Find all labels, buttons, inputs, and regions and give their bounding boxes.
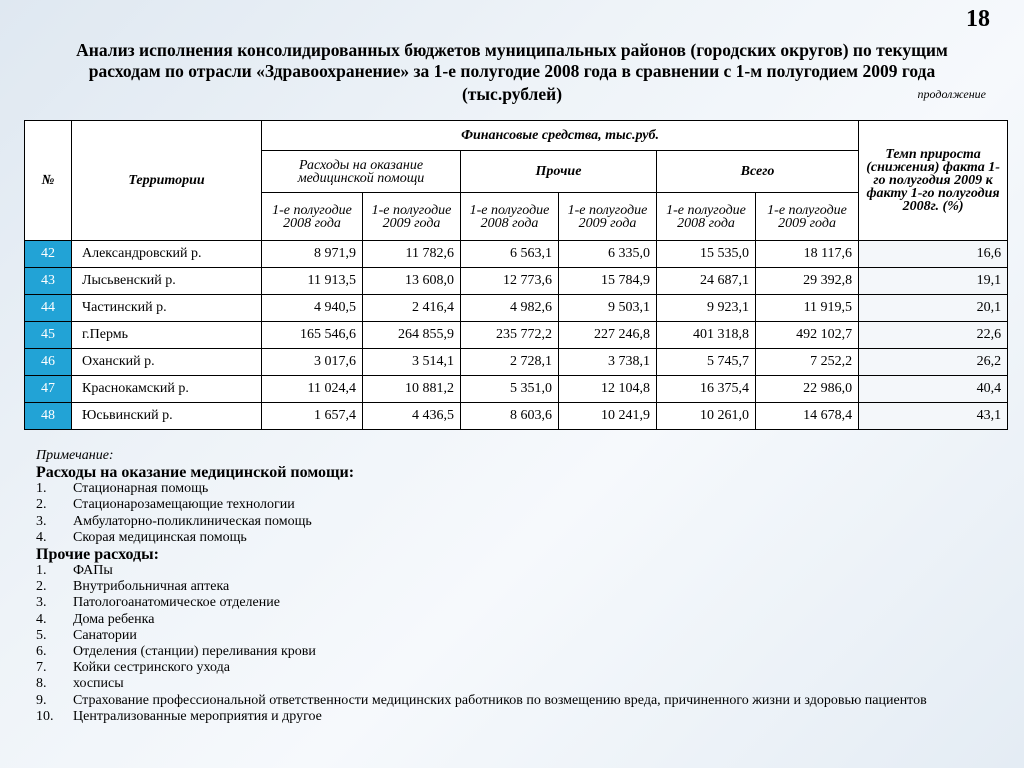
list-item	[36, 709, 996, 725]
cell-oth-2008: 235 772,2	[461, 322, 559, 349]
header-growth: Темп прироста (снижения) факта 1-го полугодия 2009 к факту 1-го полугодия 2008г. (%)	[859, 121, 1008, 241]
cell-tot-2009: 11 919,5	[756, 295, 859, 322]
header-other: Прочие	[461, 151, 657, 193]
list-item-number: 1.	[36, 563, 47, 579]
cell-med-2009: 3 514,1	[363, 349, 461, 376]
list-item-number: 2.	[36, 579, 47, 595]
page-title	[20, 40, 1004, 105]
cell-tot-2008: 5 745,7	[657, 349, 756, 376]
row-territory: Оханский р.	[72, 349, 262, 376]
page-number: 18	[966, 6, 990, 32]
table-row	[25, 376, 1008, 403]
cell-med-2008: 3 017,6	[262, 349, 363, 376]
cell-oth-2009: 6 335,0	[559, 241, 657, 268]
list-item-number: 7.	[36, 660, 47, 676]
cell-oth-2009: 9 503,1	[559, 295, 657, 322]
row-territory: Частинский р.	[72, 295, 262, 322]
cell-oth-2008: 4 982,6	[461, 295, 559, 322]
table-row	[25, 322, 1008, 349]
cell-med-2009: 4 436,5	[363, 403, 461, 430]
cell-tot-2008: 24 687,1	[657, 268, 756, 295]
row-territory: г.Пермь	[72, 322, 262, 349]
cell-oth-2009: 227 246,8	[559, 322, 657, 349]
cell-med-2009: 11 782,6	[363, 241, 461, 268]
table-row	[25, 403, 1008, 430]
header-tot-2009: 1-е полугодие 2009 года	[756, 193, 859, 241]
cell-tot-2008: 15 535,0	[657, 241, 756, 268]
table-row	[25, 241, 1008, 268]
list-item-number: 10.	[36, 708, 54, 724]
list-item-number: 2.	[36, 497, 47, 513]
row-territory: Юсьвинский р.	[72, 403, 262, 430]
row-number: 46	[25, 349, 72, 376]
row-number: 44	[25, 295, 72, 322]
list-item-number: 3.	[36, 513, 47, 529]
list-item-text: Стационарозамещающие технологии	[73, 497, 295, 513]
row-territory: Краснокамский р.	[72, 376, 262, 403]
list-item	[36, 660, 996, 676]
list-item-number: 8.	[36, 676, 47, 692]
other-expenses-heading: Прочие расходы:	[36, 546, 159, 564]
cell-oth-2009: 10 241,9	[559, 403, 657, 430]
cell-oth-2009: 15 784,9	[559, 268, 657, 295]
list-item	[36, 595, 996, 611]
budget-table	[24, 120, 1008, 430]
list-item-number: 6.	[36, 644, 47, 660]
row-number: 43	[25, 268, 72, 295]
list-item	[36, 676, 996, 692]
cell-med-2008: 11 913,5	[262, 268, 363, 295]
list-item-text: Отделения (станции) переливания крови	[73, 644, 316, 660]
continuation-label: продолжение	[917, 87, 986, 101]
title-line-1: Анализ исполнения консолидированных бюджетов муниципальных районов (городских округов) по текущим	[76, 40, 948, 60]
list-item-text: Централизованные мероприятия и другое	[73, 708, 322, 724]
cell-med-2009: 10 881,2	[363, 376, 461, 403]
cell-tot-2008: 16 375,4	[657, 376, 756, 403]
header-territory: Территории	[72, 121, 262, 241]
cell-tot-2009: 18 117,6	[756, 241, 859, 268]
list-item-number: 3.	[36, 595, 47, 611]
cell-tot-2009: 7 252,2	[756, 349, 859, 376]
cell-growth: 26,2	[859, 349, 1008, 376]
list-item-text: Стационарная помощь	[73, 481, 209, 497]
cell-oth-2008: 6 563,1	[461, 241, 559, 268]
list-item-text: Амбулаторно-поликлиническая помощь	[73, 513, 312, 529]
cell-growth: 20,1	[859, 295, 1008, 322]
cell-tot-2009: 492 102,7	[756, 322, 859, 349]
header-oth-2009: 1-е полугодие 2009 года	[559, 193, 657, 241]
cell-oth-2009: 12 104,8	[559, 376, 657, 403]
list-item	[36, 579, 996, 595]
row-territory: Лысьвенский р.	[72, 268, 262, 295]
cell-med-2008: 8 971,9	[262, 241, 363, 268]
header-med-2008: 1-е полугодие 2008 года	[262, 193, 363, 241]
medical-expenses-list	[36, 481, 996, 546]
title-line-2: расходам по отрасли «Здравоохранение» за 1-е полугодие 2008 года в сравнении с 1-м полугодием 2009 года	[88, 61, 936, 81]
cell-tot-2009: 14 678,4	[756, 403, 859, 430]
list-item-text: Койки сестринского ухода	[73, 660, 230, 676]
row-number: 47	[25, 376, 72, 403]
list-item	[36, 530, 996, 546]
cell-med-2009: 264 855,9	[363, 322, 461, 349]
cell-oth-2008: 2 728,1	[461, 349, 559, 376]
header-med-2009: 1-е полугодие 2009 года	[363, 193, 461, 241]
list-item	[36, 514, 996, 530]
list-item-number: 9.	[36, 692, 47, 708]
cell-med-2009: 13 608,0	[363, 268, 461, 295]
list-item-text: хосписы	[73, 676, 124, 692]
cell-oth-2008: 12 773,6	[461, 268, 559, 295]
list-item	[36, 693, 996, 709]
header-financial: Финансовые средства, тыс.руб.	[262, 121, 859, 151]
list-item	[36, 612, 996, 628]
table-row	[25, 349, 1008, 376]
header-num: №	[25, 121, 72, 241]
other-expenses-list	[36, 563, 996, 725]
cell-med-2008: 1 657,4	[262, 403, 363, 430]
list-item	[36, 628, 996, 644]
cell-oth-2008: 8 603,6	[461, 403, 559, 430]
cell-growth: 16,6	[859, 241, 1008, 268]
cell-growth: 43,1	[859, 403, 1008, 430]
row-territory: Александровский р.	[72, 241, 262, 268]
list-item-number: 4.	[36, 529, 47, 545]
cell-oth-2009: 3 738,1	[559, 349, 657, 376]
list-item	[36, 481, 996, 497]
cell-tot-2008: 9 923,1	[657, 295, 756, 322]
list-item-text: ФАПы	[73, 563, 113, 579]
header-total: Всего	[657, 151, 859, 193]
list-item	[36, 497, 996, 513]
list-item-number: 1.	[36, 481, 47, 497]
row-number: 48	[25, 403, 72, 430]
table-row	[25, 268, 1008, 295]
list-item	[36, 644, 996, 660]
header-oth-2008: 1-е полугодие 2008 года	[461, 193, 559, 241]
list-item-text: Санатории	[73, 627, 137, 643]
table-row	[25, 295, 1008, 322]
cell-med-2008: 165 546,6	[262, 322, 363, 349]
cell-tot-2009: 22 986,0	[756, 376, 859, 403]
cell-growth: 19,1	[859, 268, 1008, 295]
list-item-text: Страхование профессиональной ответственности медицинских работников по возмещению вреда, причиненного жизни и здоровью пациентов	[73, 692, 927, 708]
cell-growth: 22,6	[859, 322, 1008, 349]
cell-med-2009: 2 416,4	[363, 295, 461, 322]
list-item-text: Патологоанатомическое отделение	[73, 595, 280, 611]
notes-section	[36, 448, 996, 725]
cell-oth-2008: 5 351,0	[461, 376, 559, 403]
list-item-number: 5.	[36, 627, 47, 643]
row-number: 42	[25, 241, 72, 268]
row-number: 45	[25, 322, 72, 349]
cell-tot-2008: 401 318,8	[657, 322, 756, 349]
notes-label: Примечание:	[36, 448, 114, 463]
cell-med-2008: 4 940,5	[262, 295, 363, 322]
title-units: (тыс.рублей)	[461, 84, 563, 104]
list-item-text: Дома ребенка	[73, 611, 155, 627]
list-item	[36, 563, 996, 579]
cell-growth: 40,4	[859, 376, 1008, 403]
medical-expenses-heading: Расходы на оказание медицинской помощи:	[36, 464, 355, 482]
list-item-text: Скорая медицинская помощь	[73, 529, 247, 545]
header-tot-2008: 1-е полугодие 2008 года	[657, 193, 756, 241]
list-item-text: Внутрибольничная аптека	[73, 579, 230, 595]
cell-tot-2009: 29 392,8	[756, 268, 859, 295]
list-item-number: 4.	[36, 611, 47, 627]
cell-med-2008: 11 024,4	[262, 376, 363, 403]
header-medical: Расходы на оказание медицинской помощи	[262, 151, 461, 193]
cell-tot-2008: 10 261,0	[657, 403, 756, 430]
